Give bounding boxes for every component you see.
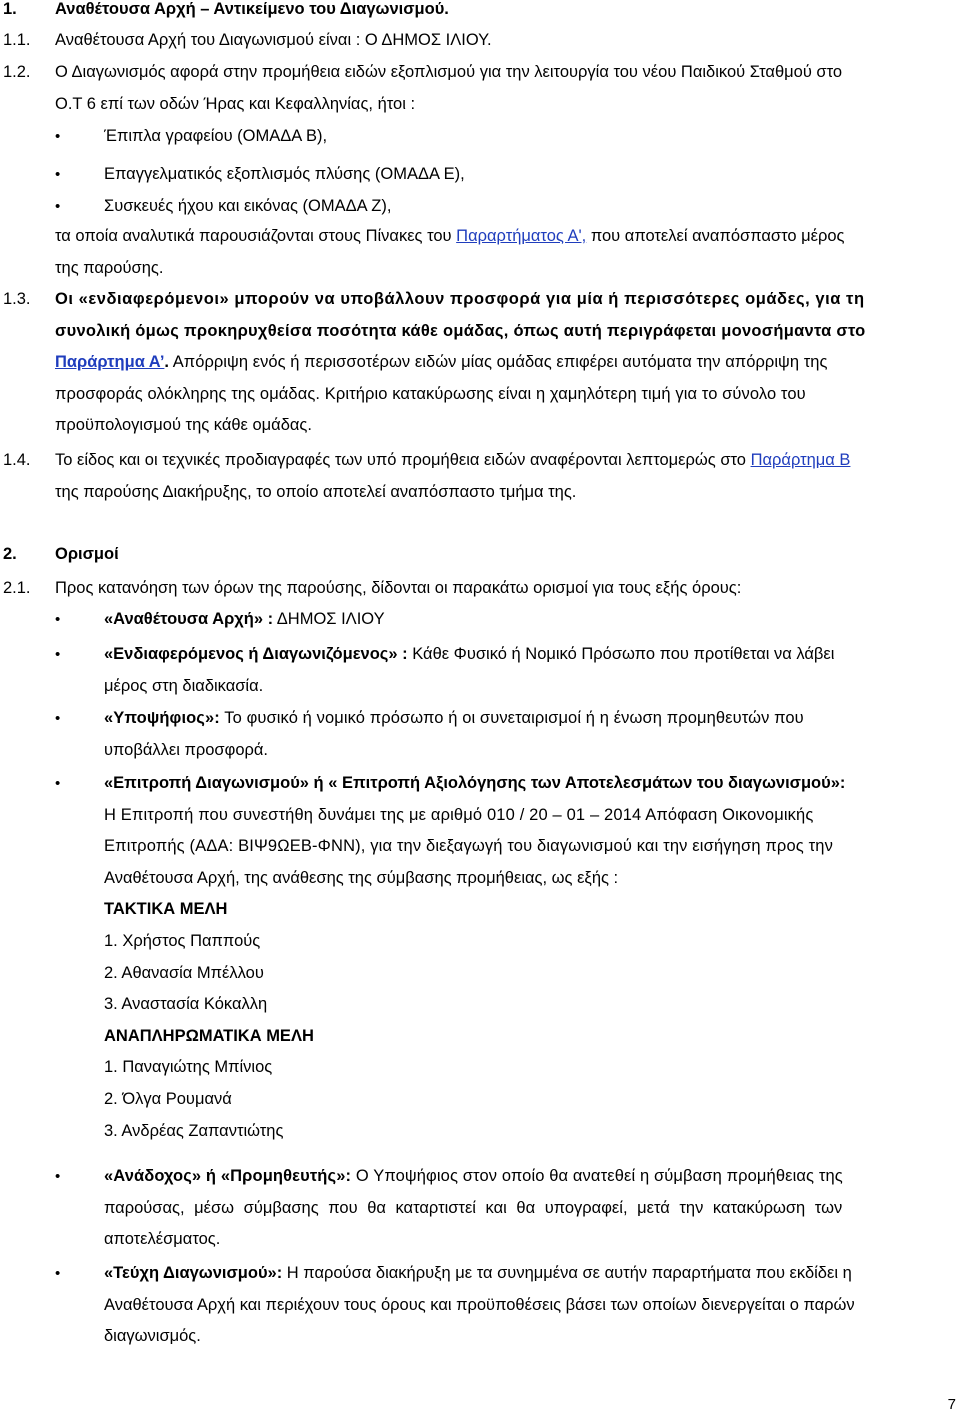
definition-term: «Ενδιαφερόμενος ή Διαγωνιζόμενος» : — [104, 645, 408, 663]
paragraph-1-4-number: 1.4. — [3, 451, 31, 469]
definition-body — [104, 604, 954, 636]
definition-text: ΔΗΜΟΣ ΙΛΙΟΥ — [273, 610, 385, 628]
paragraph-1-3-body — [55, 284, 954, 442]
definition-line — [104, 1161, 954, 1193]
definition-body — [104, 1258, 954, 1353]
annex-a-bold-link[interactable]: Παράρτημα Α’ — [55, 353, 165, 372]
paragraph-1-3-number: 1.3. — [3, 290, 31, 308]
definition-line: Αναθέτουσα Αρχή, της ανάθεσης της σύμβασης προμήθειας, ως εξής : — [104, 868, 619, 887]
paragraph-1-3-line-4: προσφοράς ολόκληρης της ομάδας. Κριτήριο κατακύρωσης είναι η χαμηλότερη τιμή για το σύνολο του — [55, 384, 806, 403]
paragraph-1-3-line-3-text: Απόρριψη ενός ή περισσοτέρων ειδών μίας ομάδας επιφέρει αυτόματα την απόρριψη της — [169, 353, 828, 372]
bullet-icon — [55, 1264, 60, 1283]
definition-line — [104, 703, 954, 735]
definition-line — [104, 639, 954, 671]
paragraph-1-2-tail-line-1 — [55, 227, 954, 245]
definition-text: Ο Υποψήφιος στον οποίο θα ανατεθεί η σύμβαση προμήθειας της — [351, 1167, 843, 1185]
definition-body — [104, 768, 954, 1147]
paragraph-1-4-body — [55, 445, 954, 508]
member-item: 3. Αναστασία Κόκαλλη — [104, 995, 268, 1014]
paragraph-1-2-tail-line-2: της παρούσης. — [55, 259, 164, 277]
section-2-title: Ορισμοί — [55, 545, 119, 563]
bullet-icon — [55, 610, 60, 629]
bullet-icon — [55, 197, 60, 216]
paragraph-1-2-line-1: Ο Διαγωνισμός αφορά στην προμήθεια ειδών εξοπλισμού για την λειτουργία του νέου Παιδικού Σταθμού στο — [55, 63, 843, 81]
definition-body — [104, 703, 954, 766]
definition-line — [104, 604, 954, 636]
alternate-members-title: ΑΝΑΠΛΗΡΩΜΑΤΙΚΑ ΜΕΛΗ — [104, 1026, 314, 1045]
definition-line: μέρος στη διαδικασία. — [104, 676, 264, 695]
bullet-icon — [55, 165, 60, 184]
paragraph-1-4-text: Το είδος και οι τεχνικές προδιαγραφές των υπό προμήθεια ειδών αναφέρονται λεπτομερώς στο — [55, 451, 751, 469]
bullet-icon — [55, 709, 60, 728]
bullet-icon — [55, 645, 60, 664]
definition-text: Η παρούσα διακήρυξη με τα συνημμένα σε αυτήν παραρτήματα που εκδίδει η — [282, 1264, 852, 1282]
list-item-text: Επαγγελματικός εξοπλισμός πλύσης (ΟΜΑΔΑ Ε), — [104, 165, 465, 183]
paragraph-1-3-line-1: Οι «ενδιαφερόμενοι» μπορούν να υποβάλλουν προσφορά για μία ή περισσότερες ομάδες, για τη — [55, 290, 865, 308]
section-1-number: 1. — [3, 0, 17, 18]
definition-line: Αναθέτουσα Αρχή και περιέχουν τους όρους και προϋποθέσεις βάσει των οποίων διενεργείται ο παρών — [104, 1295, 855, 1314]
annex-a-link[interactable]: Παραρτήματος Α', — [456, 227, 587, 245]
section-2-number: 2. — [3, 545, 17, 563]
definition-line — [104, 1258, 954, 1290]
definition-term: «Επιτροπή Διαγωνισμού» ή « Επιτροπή Αξιολόγησης των Αποτελεσμάτων του διαγωνισμού»: — [104, 774, 846, 792]
member-item: 3. Ανδρέας Ζαπαντιώτης — [104, 1121, 284, 1140]
paragraph-1-1-number: 1.1. — [3, 31, 31, 49]
member-item: 2. Όλγα Ρουμανά — [104, 1089, 232, 1108]
definition-line: υποβάλλει προσφορά. — [104, 740, 269, 759]
definition-term: «Ανάδοχος» ή «Προμηθευτής»: — [104, 1167, 352, 1185]
paragraph-1-2-number: 1.2. — [3, 63, 31, 81]
paragraph-1-3-line-2: συνολική όμως προκηρυχθείσα ποσότητα κάθε ομάδας, όπως αυτή περιγράφεται μονοσήμαντα στο — [55, 321, 866, 340]
member-item: 1. Χρήστος Παππούς — [104, 931, 261, 950]
regular-members-title: ΤΑΚΤΙΚΑ ΜΕΛΗ — [104, 900, 228, 919]
definition-body — [104, 639, 954, 702]
paragraph-1-4-line-2: της παρούσης Διακήρυξης, το οποίο αποτελεί αναπόσπαστο τμήμα της. — [55, 482, 577, 501]
definition-term: «Υποψήφιος»: — [104, 709, 220, 727]
definition-line: Η Επιτροπή που συνεστήθη δυνάμει της με αριθμό 010 / 20 – 01 – 2014 Απόφαση Οικονομικής — [104, 805, 814, 824]
definition-line: αποτελέσματος. — [104, 1230, 221, 1249]
list-item-text: Συσκευές ήχου και εικόνας (ΟΜΑΔΑ Ζ), — [104, 197, 392, 215]
paragraph-1-4-line-1 — [55, 445, 954, 477]
member-item: 1. Παναγιώτης Μπίνιος — [104, 1058, 273, 1077]
period: . — [164, 353, 169, 372]
paragraph-2-1-number: 2.1. — [3, 579, 31, 597]
definition-body — [104, 1161, 954, 1256]
paragraph-1-2-line-2: Ο.Τ 6 επί των οδών Ήρας και Κεφαλληνίας, ήτοι : — [55, 95, 416, 113]
paragraph-1-3-line-3 — [55, 347, 954, 379]
definition-term: «Αναθέτουσα Αρχή» : — [104, 610, 274, 628]
definition-line: παρούσας, μέσω σύμβασης που θα καταρτιστεί και θα υπογραφεί, μετά την κατακύρωση των — [104, 1198, 843, 1217]
section-1-title: Αναθέτουσα Αρχή – Αντικείμενο του Διαγωνισμού. — [55, 0, 449, 18]
definition-line: διαγωνισμός. — [104, 1327, 201, 1346]
page-number: 7 — [947, 1396, 956, 1413]
paragraph-1-3-line-5: προϋπολογισμού της κάθε ομάδας. — [55, 416, 312, 435]
paragraph-2-1-text: Προς κατανόηση των όρων της παρούσης, δίδονται οι παρακάτω ορισμοί για τους εξής όρους: — [55, 579, 742, 597]
definition-text: Το φυσικό ή νομικό πρόσωπο ή οι συνεταιρισμοί ή η ένωση προμηθευτών που — [219, 709, 804, 727]
tail-text-end: που αποτελεί αναπόσπαστο μέρος — [586, 227, 845, 245]
paragraph-1-1-text: Αναθέτουσα Αρχή του Διαγωνισμού είναι : Ο ΔΗΜΟΣ ΙΛΙΟΥ. — [55, 31, 492, 49]
annex-b-link[interactable]: Παράρτημα Β — [750, 451, 851, 469]
bullet-icon — [55, 127, 60, 146]
list-item-text: Έπιπλα γραφείου (ΟΜΑΔΑ Β), — [104, 127, 328, 145]
definition-term: «Τεύχη Διαγωνισμού»: — [104, 1264, 283, 1282]
bullet-icon — [55, 1167, 60, 1186]
tail-text: τα οποία αναλυτικά παρουσιάζονται στους Πίνακες του — [55, 227, 457, 245]
definition-text: Κάθε Φυσικό ή Νομικό Πρόσωπο που προτίθεται να λάβει — [407, 645, 835, 663]
definition-line: Επιτροπής (ΑΔΑ: ΒΙΨ9ΩΕΒ-ΦΝΝ), για την διεξαγωγή του διαγωνισμού και την εισήγηση προς την — [104, 837, 834, 856]
member-item: 2. Αθανασία Μπέλλου — [104, 963, 264, 982]
bullet-icon — [55, 774, 60, 793]
